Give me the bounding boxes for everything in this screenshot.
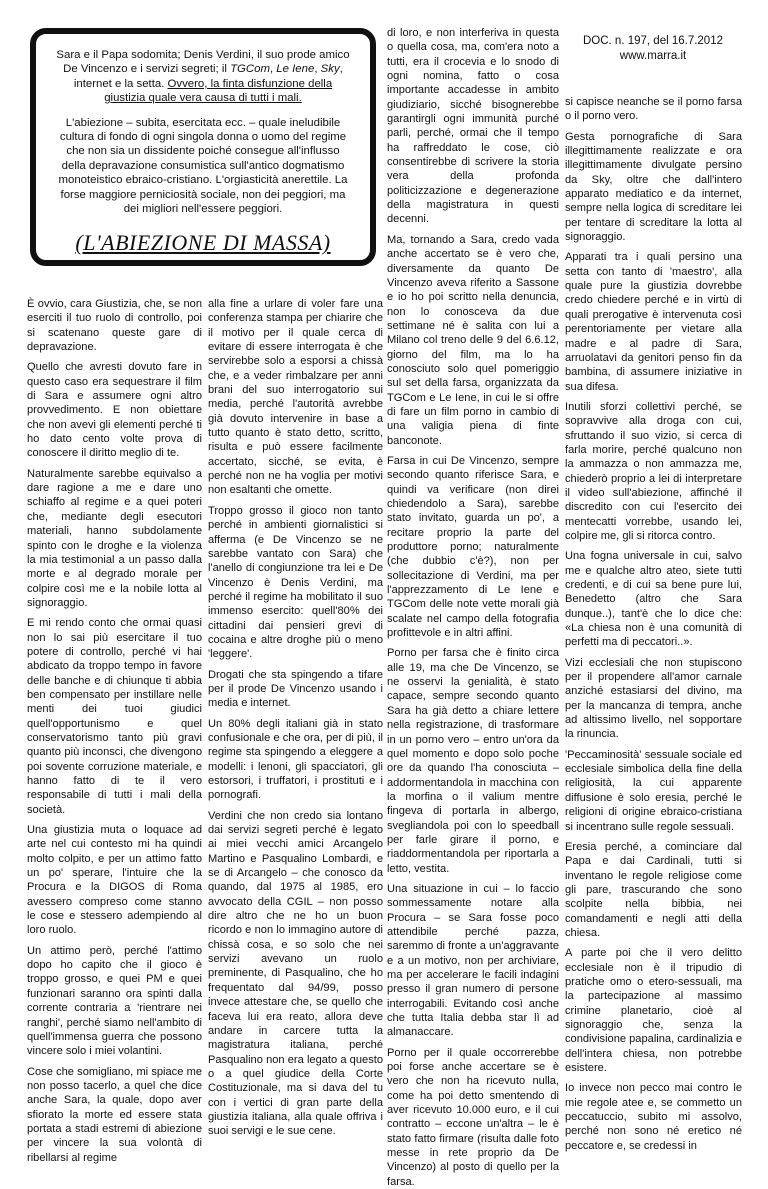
paragraph: Eresia perché, a cominciare dal Papa e dai Cardinali, tutti si inventano le regole religiose come gli pare, trascurando che sono scolpite nella bibbia, nei comandamenti e negli atti della chiesa. bbox=[565, 840, 742, 939]
paragraph: Un 80% degli italiani già in stato confusionale e che ora, per di più, il regime sta spingendo a eleggere a modelli: i lenoni, gli spacciatori, gli estorsori, i truffatori, i prostituti e i pornografi. bbox=[208, 717, 383, 802]
abstract-box bbox=[30, 28, 376, 266]
article-title: (L'ABIEZIONE DI MASSA) bbox=[75, 230, 331, 256]
paragraph: Verdini che non credo sia lontano dai servizi segreti perché è legato ai miei vecchi amici Arcangelo Martino e Pasqualino Lombardi, e se di Arcangelo – che conosco da quando, dal 1975 al 1985, ero avvocato della CGIL – non posso dire altro che ne ho un buon ricordo e non lo immagino autore di chissà cosa, e so solo che nei servizi avevano un ruolo preminente, di Pasqualino, che ho frequentato dal 94/99, posso invece attestare che, se quello che faceva lui era reato, allora deve andare in carcere tutta la magistratura italiana, perché Pasqualino non era legato a questo o a quel giudice della Corte Costituzionale, ma si dava del tu con i vertici di gran parte della giustizia italiana, alla quale offriva i suoi servigi e le sue cene. bbox=[208, 809, 383, 1138]
paragraph: Inutili sforzi collettivi perché, se sopravvive alla droga con cui, sfruttando il suo vizio, si cerca di farla morire, perché qualcuno non la ammazza o non ammazza me, chiederò proprio a lei di interpretare il video sull'abiezione, affinché il discredito con cui l'esercito dei mentecatti vorrebbe, usando lei, colpire me, gli si ritorca contro. bbox=[565, 400, 742, 542]
paragraph: Drogati che sta spingendo a tifare per il prode De Vincenzo usando i media e internet. bbox=[208, 668, 383, 710]
paragraph: A parte poi che il vero delitto ecclesiale non è il tripudio di pratiche omo o etero-sessuali, ma la partecipazione al massimo crimine planetario, cioè al signoraggio che, senza la condivisione papalina, cardinalizia e dell'intera chiesa, non potrebbe esistere. bbox=[565, 947, 742, 1074]
abstract-body: L'abiezione – subita, esercitata ecc. – quale ineludibile cultura di fondo di ogni singola donna o uomo del regime che non sia un dissidente poiché consegue all'influsso della depravazione consumistica sull'antico dogmatismo monoteistico ebraico-cristiano. L'orgiasticità anerettile. La forse maggiore perniciosità sociale, non dei peggiori, ma dei migliori nell'essere peggiori. bbox=[58, 116, 348, 216]
document-reference bbox=[565, 34, 741, 64]
paragraph: Vizi ecclesiali che non stupiscono per il propendere all'amor carnale anziché estasiarsi del divino, ma per la mancanza di tempra, anche ad altissimo livello, nel sopportare la rinuncia. bbox=[565, 656, 742, 741]
abstract-underlined: Ovvero, la finta disfunzione della giustizia quale vera causa di tutti i mali. bbox=[104, 77, 333, 105]
paragraph: Ma, tornando a Sara, credo vada anche accertato se è vero che, diversamente da quanto De Vincenzo aveva riferito a Sassone e io ho poi scritto nella denuncia, non lo conosceva da due settimane né è salita con lui a Milano col treno delle 9 del 6.6.12, giorno del film, ma lo ha conosciuto solo quel pomeriggio sul set della farsa, organizzata da TGCom e Le Iene, in cui le si offre di fare un film porno in cambio di una valigia piena di finte banconote. bbox=[387, 233, 559, 447]
paragraph: Porno per farsa che è finito circa alle 19, ma che De Vincenzo, se ne osservi la genialità, è stato capace, sempre secondo quanto Sara ha già detto a chiare lettere nella registrazione, di trasformare in un porno vero – entro un'ora da quel momento e dopo solo poche ore da quando l'ha conosciuta – addormentandola in macchina con la morfina o il valium mentre fingeva di portarla in albergo, svegliandola poi con lo speedball per farle girare il porno, e riaddormentandola per riportarla a letto, vestita. bbox=[387, 647, 559, 875]
abstract-intro: Sara e il Papa sodomita; Denis Verdini, il suo prode amico De Vincenzo e i servizi segreti; il TGCom, Le Iene, Sky, internet e la setta. Ovvero, la finta disfunzione della giustizia quale vera causa di tutti i mali. bbox=[56, 49, 350, 105]
column-4 bbox=[565, 95, 742, 1152]
paragraph: E mi rendo conto che ormai quasi non lo sai più esercitare il tuo potere di controllo, perché vi hai abdicato da troppo tempo in favore delle banche e di chiunque ti abbia ben compensato per instillare nelle menti dei tuoi giudici quell'opportunismo e quel conservatorismo tanto più gravi quanto più inconsci, che divengono poi sovente corruzione materiale, e hanno fatto di te il vero responsabile di tutti i mali della società. bbox=[27, 617, 202, 816]
paragraph: Io invece non pecco mai contro le mie regole atee e, se commetto un peccatuccio, subito mi assolvo, perché non sono né eretico né peccatore e, se credessi in bbox=[565, 1082, 742, 1152]
document-number: DOC. n. 197, del 16.7.2012 bbox=[582, 35, 723, 47]
column-3 bbox=[387, 26, 559, 1188]
paragraph: È ovvio, cara Giustizia, che, se non eserciti il tuo ruolo di controllo, poi si scatenano queste gare di depravazione. bbox=[27, 298, 202, 354]
paragraph: Una giustizia muta o loquace ad arte nel cui contesto mi ha quindi molto colpito, e per un attimo fatto un po' sperare, l'intuire che la Procura e la DIGOS di Roma avessero compreso come stanno le cose e stessero adempiendo al loro ruolo. bbox=[27, 824, 202, 937]
paragraph: Un attimo però, perché l'attimo dopo ho capito che il gioco è troppo grosso, e quei PM e quei funzionari saranno ora spinti dalla corrente contraria a 'rientrare nei ranghi', perché siamo nell'ambito di quell'immensa guerra che possono vincere solo i miei volantini. bbox=[27, 944, 202, 1058]
paragraph: Apparati tra i quali persino una setta con tanto di 'maestro', alla quale pure la giustizia dovrebbe credo chiedere perché e in virtù di quali prerogative è intervenuta così perentoriamente per vietare alla madre e al padre di Sara, arruolatavi da genitori penso fin da bambina, di assumere iniziative in sua difesa. bbox=[565, 251, 742, 393]
paragraph: 'Peccaminosità' sessuale sociale ed ecclesiale simbolica della fine della religiosità, la cui apparente diffusione è solo eresia, perché le religioni di origine ebraico-cristiana si incentrano sulle regole sessuali. bbox=[565, 748, 742, 833]
paragraph: Gesta pornografiche di Sara illegittimamente realizzate e ora illegittimamente divulgate persino da Sky, oltre che dall'intero apparato mediatico e da internet, sempre nella logica di screditare lei per tentare di screditare la lotta al signoraggio. bbox=[565, 130, 742, 244]
paragraph: Una fogna universale in cui, salvo me e qualche altro ateo, siete tutti credenti, e di cui sa bene pure lui, Benedetto (altro che Sara dunque..), tant'è che lo dice che: «La chiesa non è una comunità di perfetti ma di peccatori..». bbox=[565, 550, 742, 649]
column-2 bbox=[208, 297, 383, 1138]
paragraph: Cose che somigliano, mi spiace me non posso tacerlo, a quel che dice anche Sara, la quale, dopo aver sfiorato la morte ed essere stata portata a stadi estremi di abiezione per vincere la sua volontà di ribellarsi al regime bbox=[27, 1065, 202, 1164]
paragraph: Quello che avresti dovuto fare in questo caso era sequestrare il film di Sara e assumere ogni altro provvedimento. E non obiettare che non avevi gli elementi perché ti ho dato cento volte prova di conoscere il diritto meglio di te. bbox=[27, 361, 202, 460]
website: www.marra.it bbox=[619, 50, 687, 62]
paragraph: Naturalmente sarebbe equivalso a dare ragione a me e dare uno schiaffo al regime e a quei poteri che, mediante degli esecutori materiali, hanno subdolamente spinto con le droghe e la violenza la mia testimonial a un passo dalla morte e al degrado morale per colpire così me e la nobile lotta al signoraggio. bbox=[27, 467, 202, 609]
paragraph: Troppo grosso il gioco non tanto perché in ambienti giornalistici si afferma (e De Vincenzo se ne sarebbe vantato con Sara) che l'anello di congiunzione tra lei e De Vincenzo è Denis Verdini, ma perché il regime ha mobilitato il suo immenso esercito: quell'80% dei cittadini dai pensieri grevi di cocaina e altre droghe più o meno 'leggere'. bbox=[208, 504, 383, 661]
paragraph: Porno per il quale occorrerebbe poi forse anche accertare se è vero che non ha ricevuto nulla, come ha poi detto smentendo di aver ricevuto 10.000 euro, e il cui contratto – eccone un'altra – le è stato fatto firmare (risulta dalle foto messe in rete proprio da De Vincenzo) al posto di quello per la farsa. bbox=[387, 1046, 559, 1188]
paragraph: si capisce neanche se il porno farsa o il porno vero. bbox=[565, 96, 742, 123]
paragraph: alla fine a urlare di voler fare una conferenza stampa per chiarire che il motivo per il quale cerca di evitare di essere interrogata è che servirebbe solo a esporsi a chissà che, e a veder rimbalzare per anni brani del suo interrogatorio sui media, perché l'autorità avrebbe già dovuto intervenire in base a tutto quanto è stato detto, scritto, risulta e può essere facilmente accertato, sicché, se evita, è perché non ne ha voglia per motivi non esaltanti che omette. bbox=[208, 298, 383, 497]
paragraph: Una situazione in cui – lo faccio sommessamente notare alla Procura – se Sara fosse poco attendibile perché pazza, saremmo di fronte a un'aggravante e a un motivo, non per archiviare, ma per accelerare le facili indagini presso il gran numero di persone interrogabili. Evitando così anche che tutta Italia debba star lì ad almanaccare. bbox=[387, 882, 559, 1039]
column-1 bbox=[27, 297, 202, 1164]
paragraph: di loro, e non interferiva in questa o quella cosa, ma, com'era noto a tutti, era il crocevia e lo snodo di ogni nomina, fatto o cosa importante accadesse in ambito giudiziario, sicché bisognerebbe garantirgli ogni immunità purché parli, perché, ormai che il tempo ha raffreddato le cose, ciò consentirebbe di scrivere la storia vera della profonda politicizzazione e degenerazione della magistratura in questi decenni. bbox=[387, 27, 559, 226]
paragraph: Farsa in cui De Vincenzo, sempre secondo quanto riferisce Sara, e quindi va verificare (non direi chiedendolo a Sara), sarebbe stato invitato, guarda un po', a recitare proprio la parte del produttore porno; naturalmente (che dubbio c'è?), non per sollecitazione di Verdini, ma per l'apprezzamento di Le Iene e TGCom delle note vette morali già scalate nel campo della fotografia profittevole e in altri affini. bbox=[387, 454, 559, 640]
